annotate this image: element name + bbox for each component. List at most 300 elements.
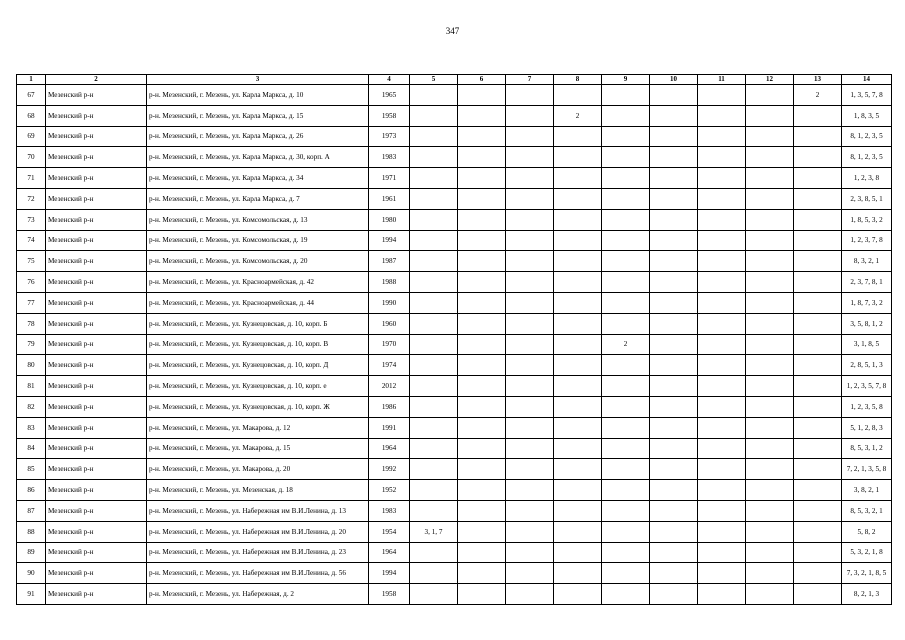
col12-cell: [746, 105, 794, 126]
col9-cell: [602, 168, 650, 189]
col5-cell: [410, 376, 458, 397]
page-number: 347: [445, 26, 460, 36]
row-number-cell: 89: [17, 542, 46, 563]
table-row: [17, 272, 892, 293]
address-cell: р-н. Мезенский, г. Мезень, ул. Карла Маркса, д. 7: [147, 188, 369, 209]
col12-cell: [746, 521, 794, 542]
col10-cell: [650, 417, 698, 438]
address-cell: р-н. Мезенский, г. Мезень, ул. Набережная им В.И.Ленина, д. 13: [147, 500, 369, 521]
col5-cell: [410, 500, 458, 521]
col8-cell: [554, 500, 602, 521]
col9-cell: [602, 480, 650, 501]
col11-cell: [698, 147, 746, 168]
district-cell: Мезенский р-н: [46, 105, 147, 126]
col7-cell: [506, 417, 554, 438]
column-header: 5: [410, 75, 458, 85]
district-cell: Мезенский р-н: [46, 500, 147, 521]
col10-cell: [650, 188, 698, 209]
col11-cell: [698, 334, 746, 355]
col9-cell: 2: [602, 334, 650, 355]
table-row: [17, 542, 892, 563]
col6-cell: [458, 334, 506, 355]
col8-cell: [554, 521, 602, 542]
col14-cell: 2, 3, 8, 5, 1: [842, 188, 892, 209]
col8-cell: [554, 126, 602, 147]
col11-cell: [698, 85, 746, 106]
district-cell: Мезенский р-н: [46, 334, 147, 355]
col11-cell: [698, 209, 746, 230]
col14-cell: 5, 3, 2, 1, 8: [842, 542, 892, 563]
table-row: [17, 230, 892, 251]
year-cell: 1983: [369, 500, 410, 521]
col5-cell: [410, 542, 458, 563]
table-row: [17, 147, 892, 168]
col10-cell: [650, 438, 698, 459]
address-cell: р-н. Мезенский, г. Мезень, ул. Комсомольская, д. 20: [147, 251, 369, 272]
col5-cell: [410, 584, 458, 605]
col14-cell: 1, 2, 3, 7, 8: [842, 230, 892, 251]
col10-cell: [650, 355, 698, 376]
col7-cell: [506, 563, 554, 584]
column-header: 14: [842, 75, 892, 85]
row-number-cell: 91: [17, 584, 46, 605]
col14-cell: 7, 3, 2, 1, 8, 5: [842, 563, 892, 584]
year-cell: 1965: [369, 85, 410, 106]
column-header: 12: [746, 75, 794, 85]
col8-cell: [554, 334, 602, 355]
district-cell: Мезенский р-н: [46, 209, 147, 230]
col13-cell: [794, 521, 842, 542]
col9-cell: [602, 521, 650, 542]
col8-cell: [554, 147, 602, 168]
col6-cell: [458, 168, 506, 189]
col6-cell: [458, 85, 506, 106]
col13-cell: [794, 334, 842, 355]
col13-cell: [794, 459, 842, 480]
row-number-cell: 73: [17, 209, 46, 230]
col8-cell: [554, 438, 602, 459]
col14-cell: 2, 3, 7, 8, 1: [842, 272, 892, 293]
column-header: 11: [698, 75, 746, 85]
col9-cell: [602, 209, 650, 230]
col9-cell: [602, 459, 650, 480]
col7-cell: [506, 147, 554, 168]
year-cell: 1991: [369, 417, 410, 438]
col7-cell: [506, 355, 554, 376]
col5-cell: [410, 230, 458, 251]
row-number-cell: 84: [17, 438, 46, 459]
col13-cell: [794, 417, 842, 438]
header-row: [17, 75, 892, 85]
address-cell: р-н. Мезенский, г. Мезень, ул. Кузнецовская, д. 10, корп. Ж: [147, 396, 369, 417]
col12-cell: [746, 376, 794, 397]
year-cell: 1986: [369, 396, 410, 417]
row-number-cell: 87: [17, 500, 46, 521]
col12-cell: [746, 396, 794, 417]
col11-cell: [698, 500, 746, 521]
col11-cell: [698, 168, 746, 189]
col7-cell: [506, 188, 554, 209]
col9-cell: [602, 272, 650, 293]
col5-cell: [410, 355, 458, 376]
col11-cell: [698, 251, 746, 272]
col6-cell: [458, 542, 506, 563]
col10-cell: [650, 105, 698, 126]
district-cell: Мезенский р-н: [46, 563, 147, 584]
col6-cell: [458, 251, 506, 272]
col12-cell: [746, 209, 794, 230]
col6-cell: [458, 396, 506, 417]
address-cell: р-н. Мезенский, г. Мезень, ул. Комсомольская, д. 19: [147, 230, 369, 251]
col10-cell: [650, 126, 698, 147]
year-cell: 1964: [369, 438, 410, 459]
col10-cell: [650, 396, 698, 417]
address-cell: р-н. Мезенский, г. Мезень, ул. Кузнецовская, д. 10, корп. е: [147, 376, 369, 397]
table-row: [17, 355, 892, 376]
col11-cell: [698, 438, 746, 459]
col8-cell: [554, 168, 602, 189]
col11-cell: [698, 584, 746, 605]
row-number-cell: 82: [17, 396, 46, 417]
col12-cell: [746, 480, 794, 501]
district-cell: Мезенский р-н: [46, 459, 147, 480]
column-header: 1: [17, 75, 46, 85]
col7-cell: [506, 521, 554, 542]
table-row: [17, 334, 892, 355]
col10-cell: [650, 563, 698, 584]
col5-cell: [410, 85, 458, 106]
col14-cell: 3, 5, 8, 1, 2: [842, 313, 892, 334]
year-cell: 1974: [369, 355, 410, 376]
table-body: [17, 85, 892, 605]
col10-cell: [650, 500, 698, 521]
col5-cell: [410, 147, 458, 168]
col12-cell: [746, 459, 794, 480]
col11-cell: [698, 355, 746, 376]
district-cell: Мезенский р-н: [46, 147, 147, 168]
col8-cell: [554, 313, 602, 334]
col11-cell: [698, 272, 746, 293]
table-row: [17, 168, 892, 189]
year-cell: 2012: [369, 376, 410, 397]
col7-cell: [506, 230, 554, 251]
col7-cell: [506, 85, 554, 106]
col10-cell: [650, 230, 698, 251]
column-header: 8: [554, 75, 602, 85]
col7-cell: [506, 272, 554, 293]
col11-cell: [698, 396, 746, 417]
col8-cell: [554, 417, 602, 438]
col14-cell: 7, 2, 1, 3, 5, 8: [842, 459, 892, 480]
col10-cell: [650, 168, 698, 189]
col11-cell: [698, 376, 746, 397]
col6-cell: [458, 105, 506, 126]
address-cell: р-н. Мезенский, г. Мезень, ул. Кузнецовская, д. 10, корп. В: [147, 334, 369, 355]
col12-cell: [746, 147, 794, 168]
table-row: [17, 251, 892, 272]
col10-cell: [650, 292, 698, 313]
district-cell: Мезенский р-н: [46, 292, 147, 313]
address-cell: р-н. Мезенский, г. Мезень, ул. Карла Маркса, д. 26: [147, 126, 369, 147]
col14-cell: 1, 2, 3, 5, 7, 8: [842, 376, 892, 397]
district-cell: Мезенский р-н: [46, 584, 147, 605]
col11-cell: [698, 188, 746, 209]
address-cell: р-н. Мезенский, г. Мезень, ул. Кузнецовская, д. 10, корп. Д: [147, 355, 369, 376]
col10-cell: [650, 542, 698, 563]
col9-cell: [602, 230, 650, 251]
table-row: [17, 459, 892, 480]
col6-cell: [458, 188, 506, 209]
col11-cell: [698, 480, 746, 501]
col9-cell: [602, 563, 650, 584]
col13-cell: [794, 292, 842, 313]
col9-cell: [602, 584, 650, 605]
col5-cell: [410, 438, 458, 459]
col6-cell: [458, 521, 506, 542]
table-row: [17, 584, 892, 605]
col8-cell: [554, 209, 602, 230]
col5-cell: [410, 313, 458, 334]
col14-cell: 3, 1, 8, 5: [842, 334, 892, 355]
col11-cell: [698, 230, 746, 251]
col5-cell: 3, 1, 7: [410, 521, 458, 542]
year-cell: 1952: [369, 480, 410, 501]
column-header: 7: [506, 75, 554, 85]
col14-cell: 8, 1, 2, 3, 5: [842, 126, 892, 147]
col5-cell: [410, 417, 458, 438]
year-cell: 1990: [369, 292, 410, 313]
col7-cell: [506, 251, 554, 272]
col7-cell: [506, 334, 554, 355]
col12-cell: [746, 334, 794, 355]
district-cell: Мезенский р-н: [46, 396, 147, 417]
col7-cell: [506, 438, 554, 459]
col13-cell: [794, 563, 842, 584]
row-number-cell: 71: [17, 168, 46, 189]
address-cell: р-н. Мезенский, г. Мезень, ул. Кузнецовская, д. 10, корп. Б: [147, 313, 369, 334]
col6-cell: [458, 459, 506, 480]
col9-cell: [602, 313, 650, 334]
row-number-cell: 77: [17, 292, 46, 313]
col10-cell: [650, 251, 698, 272]
col8-cell: [554, 584, 602, 605]
year-cell: 1971: [369, 168, 410, 189]
col11-cell: [698, 521, 746, 542]
col14-cell: 1, 2, 3, 8: [842, 168, 892, 189]
col7-cell: [506, 292, 554, 313]
col8-cell: [554, 188, 602, 209]
col8-cell: [554, 292, 602, 313]
col11-cell: [698, 563, 746, 584]
table-row: [17, 292, 892, 313]
column-header: 3: [147, 75, 369, 85]
col5-cell: [410, 105, 458, 126]
col10-cell: [650, 209, 698, 230]
col12-cell: [746, 126, 794, 147]
col11-cell: [698, 542, 746, 563]
col7-cell: [506, 126, 554, 147]
year-cell: 1954: [369, 521, 410, 542]
year-cell: 1988: [369, 272, 410, 293]
district-cell: Мезенский р-н: [46, 126, 147, 147]
col13-cell: [794, 272, 842, 293]
table-row: [17, 105, 892, 126]
col12-cell: [746, 417, 794, 438]
table-row: [17, 563, 892, 584]
col7-cell: [506, 396, 554, 417]
col5-cell: [410, 209, 458, 230]
col9-cell: [602, 355, 650, 376]
col6-cell: [458, 563, 506, 584]
col8-cell: [554, 355, 602, 376]
column-header: 13: [794, 75, 842, 85]
col13-cell: [794, 105, 842, 126]
col12-cell: [746, 188, 794, 209]
col9-cell: [602, 105, 650, 126]
col8-cell: [554, 542, 602, 563]
table-row: [17, 438, 892, 459]
row-number-cell: 85: [17, 459, 46, 480]
col5-cell: [410, 459, 458, 480]
col9-cell: [602, 292, 650, 313]
col6-cell: [458, 272, 506, 293]
address-cell: р-н. Мезенский, г. Мезень, ул. Карла Маркса, д. 34: [147, 168, 369, 189]
col7-cell: [506, 209, 554, 230]
address-cell: р-н. Мезенский, г. Мезень, ул. Карла Маркса, д. 30, корп. А: [147, 147, 369, 168]
col10-cell: [650, 521, 698, 542]
col12-cell: [746, 584, 794, 605]
district-cell: Мезенский р-н: [46, 251, 147, 272]
col5-cell: [410, 292, 458, 313]
col9-cell: [602, 126, 650, 147]
column-header: 9: [602, 75, 650, 85]
col12-cell: [746, 500, 794, 521]
col14-cell: 5, 8, 2: [842, 521, 892, 542]
address-cell: р-н. Мезенский, г. Мезень, ул. Макарова, д. 15: [147, 438, 369, 459]
col6-cell: [458, 376, 506, 397]
district-cell: Мезенский р-н: [46, 355, 147, 376]
row-number-cell: 68: [17, 105, 46, 126]
col7-cell: [506, 480, 554, 501]
table-row: [17, 521, 892, 542]
col13-cell: [794, 396, 842, 417]
col14-cell: 1, 2, 3, 5, 8: [842, 396, 892, 417]
col12-cell: [746, 251, 794, 272]
col9-cell: [602, 188, 650, 209]
table-row: [17, 480, 892, 501]
col13-cell: [794, 168, 842, 189]
col10-cell: [650, 480, 698, 501]
col7-cell: [506, 584, 554, 605]
year-cell: 1983: [369, 147, 410, 168]
col10-cell: [650, 584, 698, 605]
col11-cell: [698, 459, 746, 480]
year-cell: 1992: [369, 459, 410, 480]
col7-cell: [506, 105, 554, 126]
col5-cell: [410, 188, 458, 209]
col8-cell: [554, 272, 602, 293]
col5-cell: [410, 272, 458, 293]
year-cell: 1964: [369, 542, 410, 563]
column-header: 6: [458, 75, 506, 85]
address-cell: р-н. Мезенский, г. Мезень, ул. Макарова, д. 20: [147, 459, 369, 480]
col5-cell: [410, 480, 458, 501]
col6-cell: [458, 292, 506, 313]
row-number-cell: 81: [17, 376, 46, 397]
row-number-cell: 80: [17, 355, 46, 376]
housing-register-table: [16, 74, 892, 605]
row-number-cell: 76: [17, 272, 46, 293]
row-number-cell: 69: [17, 126, 46, 147]
column-header: 4: [369, 75, 410, 85]
col7-cell: [506, 500, 554, 521]
col11-cell: [698, 417, 746, 438]
address-cell: р-н. Мезенский, г. Мезень, ул. Макарова, д. 12: [147, 417, 369, 438]
col7-cell: [506, 313, 554, 334]
table-row: [17, 313, 892, 334]
col7-cell: [506, 459, 554, 480]
year-cell: 1958: [369, 105, 410, 126]
column-header: 10: [650, 75, 698, 85]
col10-cell: [650, 313, 698, 334]
address-cell: р-н. Мезенский, г. Мезень, ул. Карла Маркса, д. 10: [147, 85, 369, 106]
col13-cell: [794, 500, 842, 521]
col13-cell: 2: [794, 85, 842, 106]
col8-cell: [554, 563, 602, 584]
col9-cell: [602, 396, 650, 417]
district-cell: Мезенский р-н: [46, 417, 147, 438]
col9-cell: [602, 500, 650, 521]
col14-cell: 8, 1, 2, 3, 5: [842, 147, 892, 168]
address-cell: р-н. Мезенский, г. Мезень, ул. Красноармейская, д. 44: [147, 292, 369, 313]
district-cell: Мезенский р-н: [46, 313, 147, 334]
year-cell: 1987: [369, 251, 410, 272]
col5-cell: [410, 126, 458, 147]
col14-cell: 1, 8, 7, 3, 2: [842, 292, 892, 313]
row-number-cell: 78: [17, 313, 46, 334]
district-cell: Мезенский р-н: [46, 188, 147, 209]
year-cell: 1994: [369, 563, 410, 584]
col6-cell: [458, 417, 506, 438]
col13-cell: [794, 438, 842, 459]
table-row: [17, 500, 892, 521]
row-number-cell: 70: [17, 147, 46, 168]
col6-cell: [458, 209, 506, 230]
col14-cell: 8, 2, 1, 3: [842, 584, 892, 605]
col9-cell: [602, 542, 650, 563]
year-cell: 1958: [369, 584, 410, 605]
col13-cell: [794, 355, 842, 376]
year-cell: 1973: [369, 126, 410, 147]
col9-cell: [602, 251, 650, 272]
col8-cell: [554, 85, 602, 106]
col14-cell: 8, 5, 3, 2, 1: [842, 500, 892, 521]
district-cell: Мезенский р-н: [46, 480, 147, 501]
address-cell: р-н. Мезенский, г. Мезень, ул. Красноармейская, д. 42: [147, 272, 369, 293]
col5-cell: [410, 396, 458, 417]
col8-cell: [554, 480, 602, 501]
table-row: [17, 188, 892, 209]
col14-cell: 1, 8, 5, 3, 2: [842, 209, 892, 230]
col9-cell: [602, 376, 650, 397]
year-cell: 1970: [369, 334, 410, 355]
col13-cell: [794, 480, 842, 501]
col8-cell: [554, 376, 602, 397]
year-cell: 1994: [369, 230, 410, 251]
col10-cell: [650, 272, 698, 293]
row-number-cell: 79: [17, 334, 46, 355]
col5-cell: [410, 168, 458, 189]
